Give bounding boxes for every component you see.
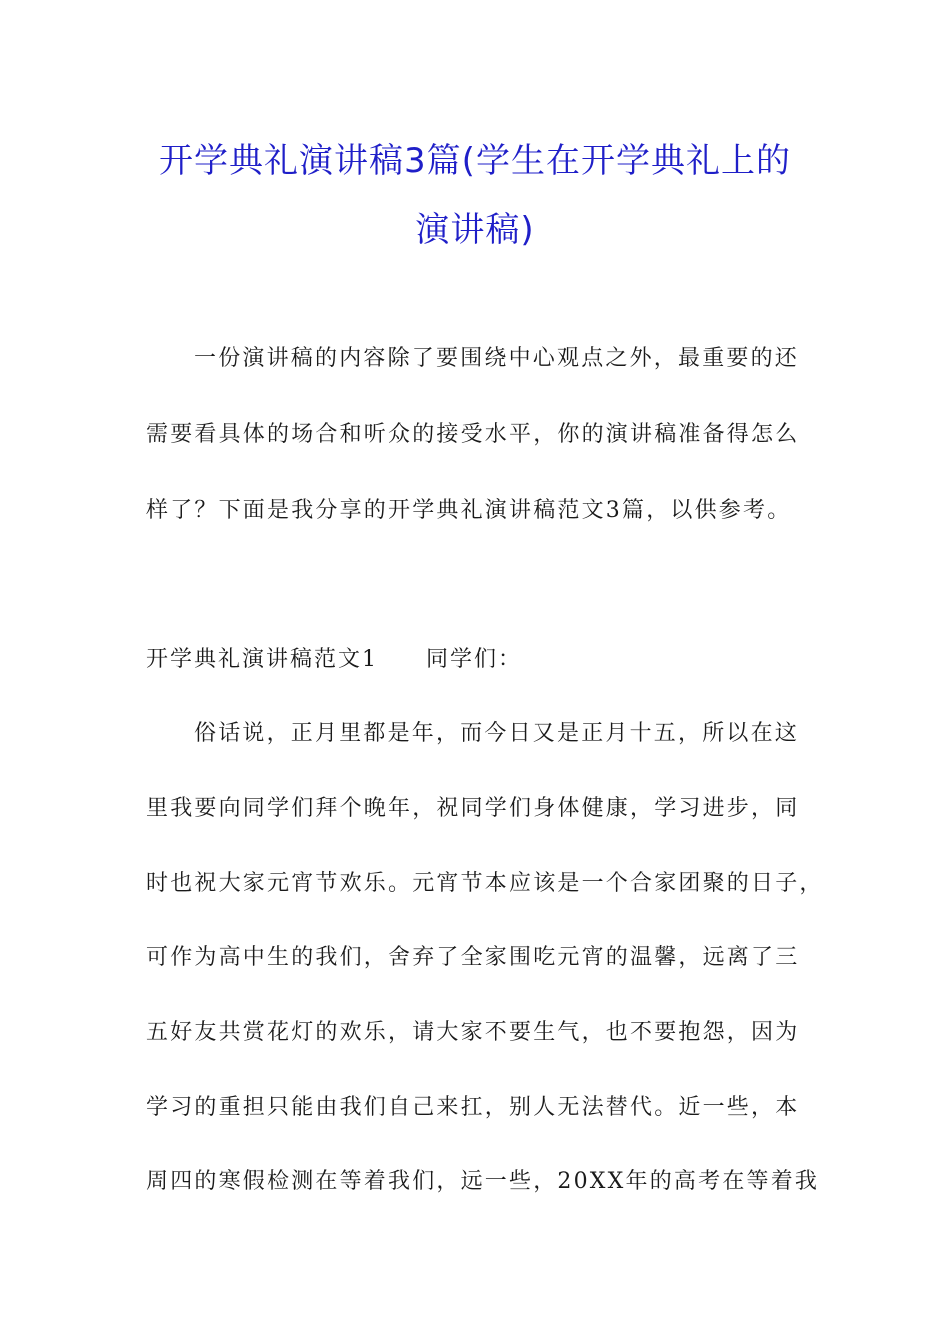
intro-line-1: 一份演讲稿的内容除了要围绕中心观点之外，最重要的还: [194, 346, 800, 371]
body-line-5: 五好友共赏花灯的欢乐，请大家不要生气，也不要抱怨，因为: [146, 1020, 800, 1045]
document-title-line-1: 开学典礼演讲稿3篇(学生在开学典礼上的: [159, 141, 791, 181]
intro-line-3: 样了？下面是我分享的开学典礼演讲稿范文3篇，以供参考。: [146, 498, 792, 523]
body-line-6: 学习的重担只能由我们自己来扛，别人无法替代。近一些，本: [146, 1095, 800, 1120]
section-heading: 开学典礼演讲稿范文1: [146, 647, 378, 672]
body-line-1: 俗话说，正月里都是年，而今日又是正月十五，所以在这: [194, 721, 800, 746]
document-title-line-2: 演讲稿): [415, 210, 535, 250]
greeting: 同学们：: [426, 647, 523, 672]
body-line-4: 可作为高中生的我们，舍弃了全家围吃元宵的温馨，远离了三: [146, 945, 800, 970]
body-line-7: 周四的寒假检测在等着我们，远一些，20XX年的高考在等着我: [146, 1169, 820, 1194]
body-line-2: 里我要向同学们拜个晚年，祝同学们身体健康，学习进步，同: [146, 796, 800, 821]
intro-line-2: 需要看具体的场合和听众的接受水平，你的演讲稿准备得怎么: [146, 422, 800, 447]
body-line-3: 时也祝大家元宵节欢乐。元宵节本应该是一个合家团聚的日子，: [146, 871, 824, 896]
